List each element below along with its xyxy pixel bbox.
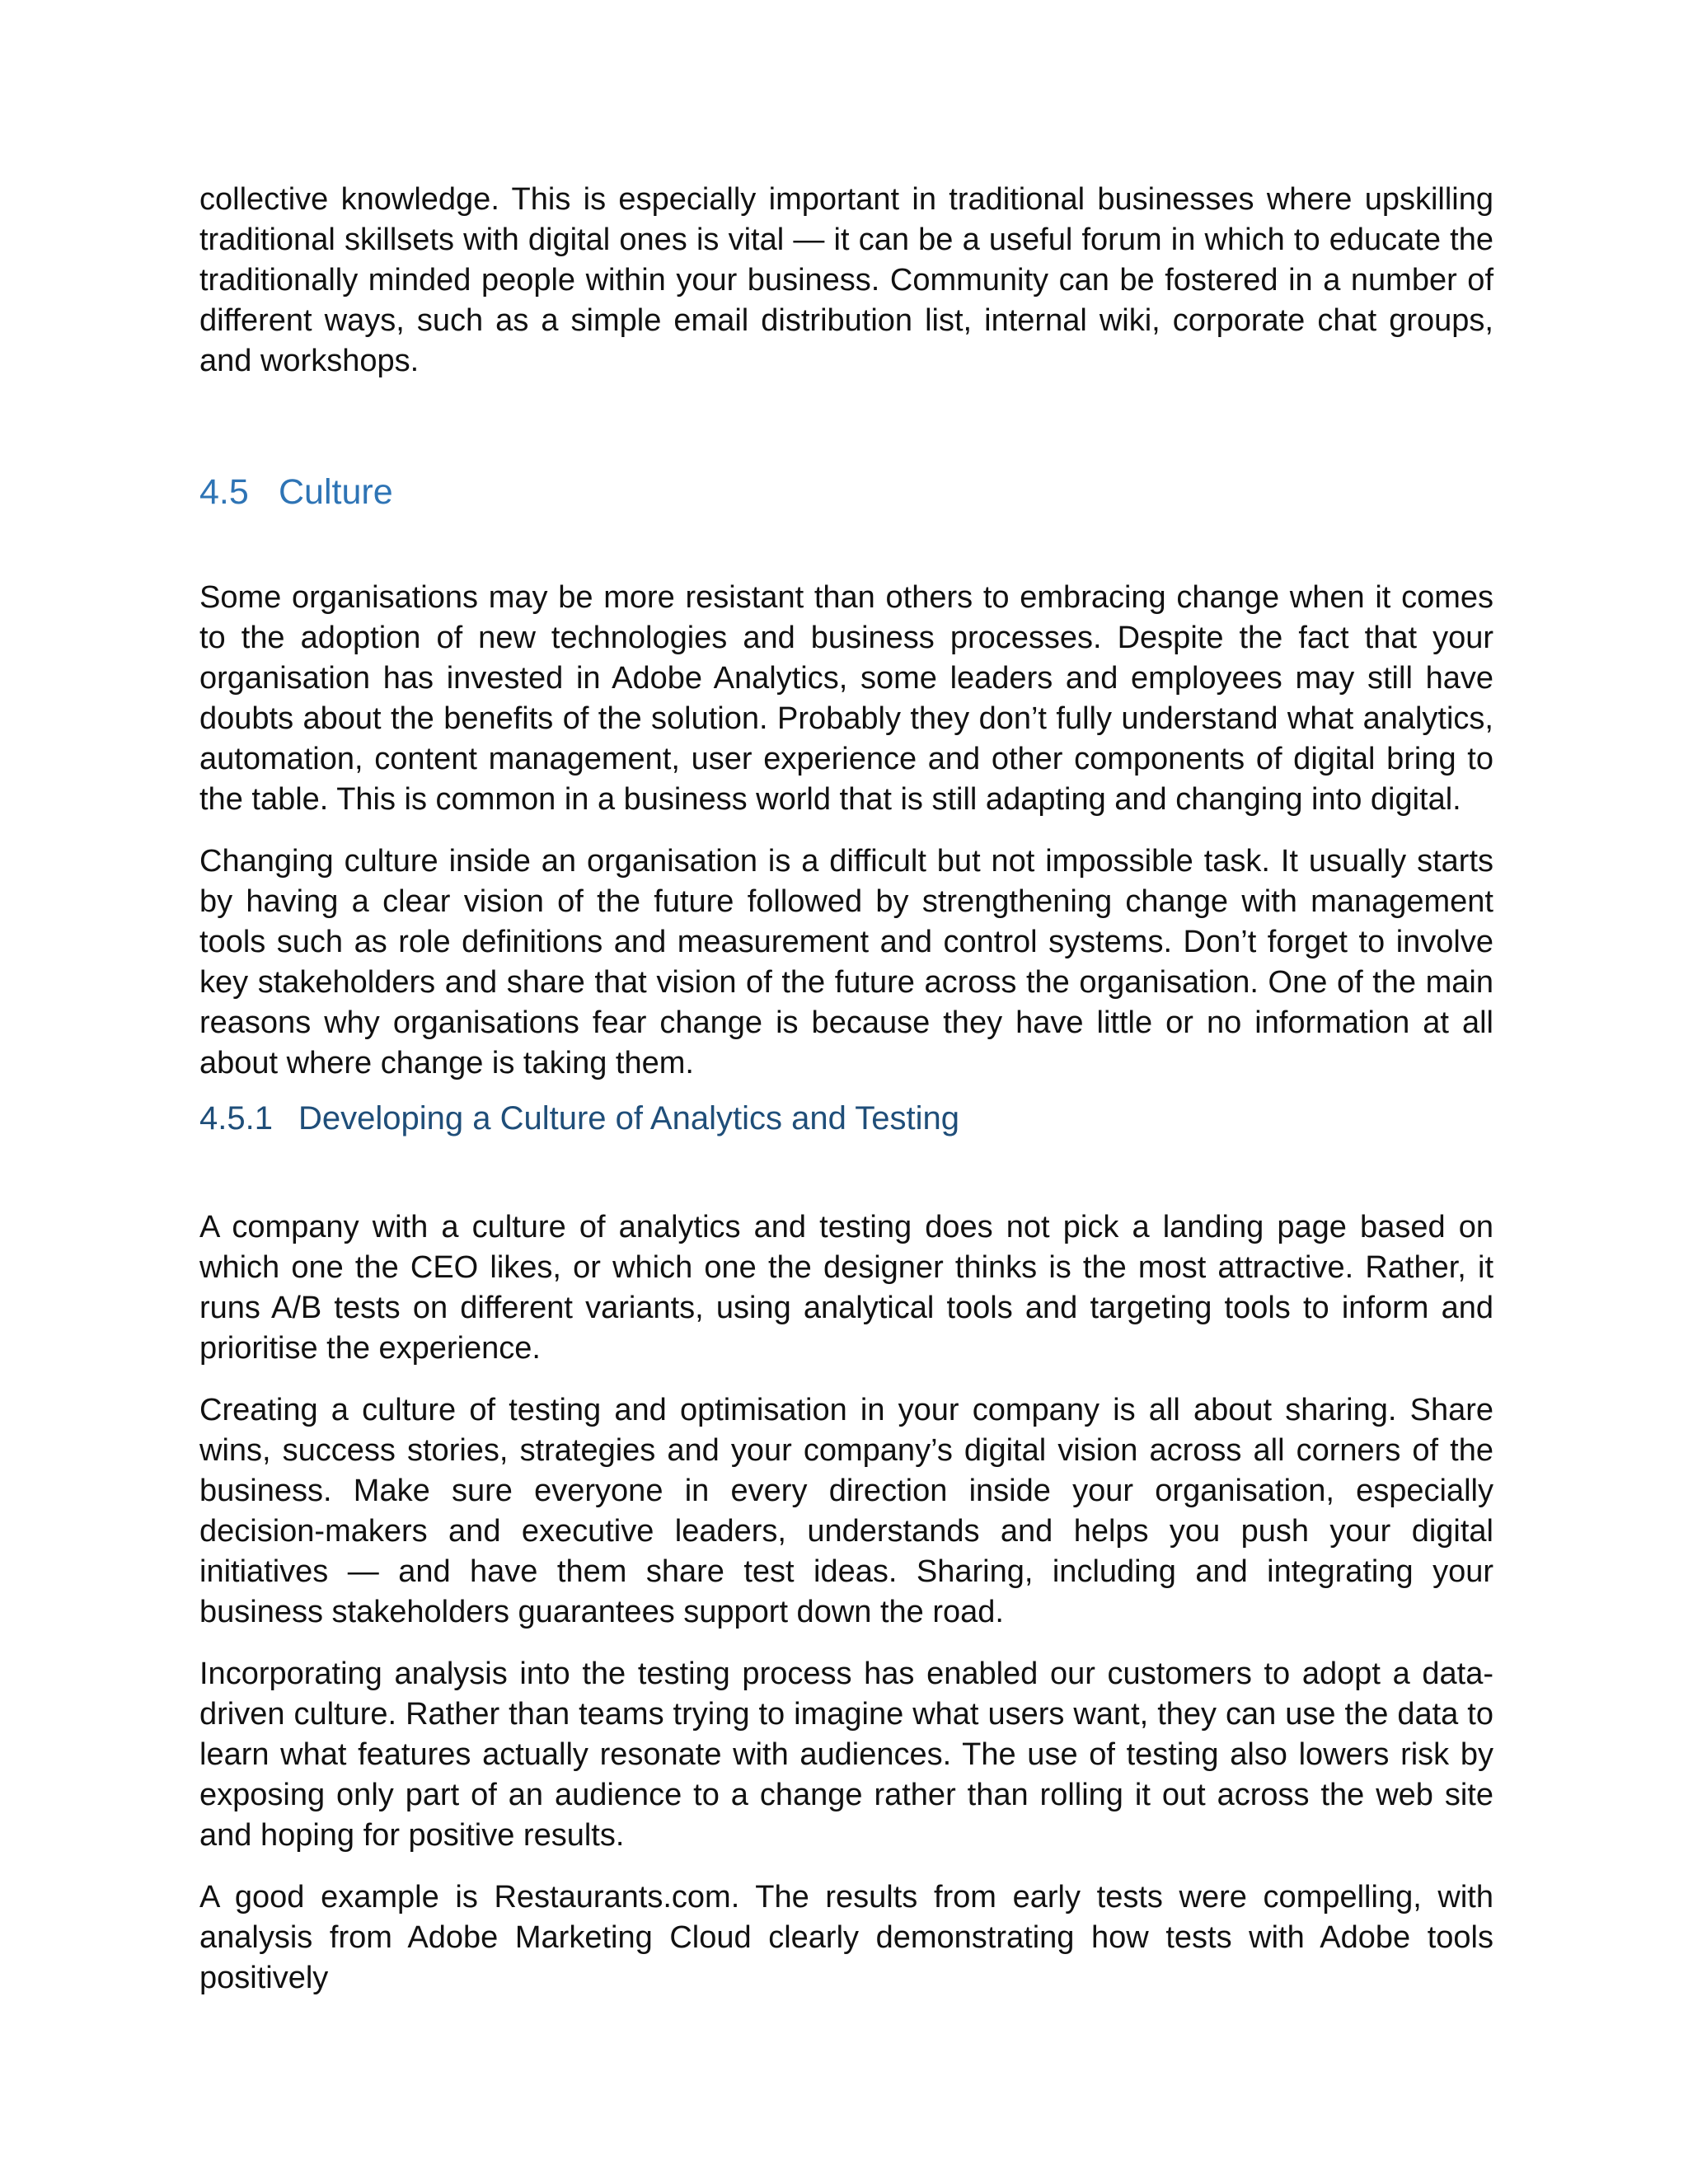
analytics-paragraph-4: A good example is Restaurants.com. The results from early tests were compelling, with analysis from Adobe Marketing Cloud clearly demonstrating how tests with Adobe tools positively — [199, 1880, 1493, 1995]
intro-paragraph: collective knowledge. This is especially important in traditional businesses where upskilling traditional skillsets with digital ones is vital — it can be a useful forum in which to educate the traditionally minded people within your business. Community can be fostered in a number of different ways, such as a simple email distribution list, internal wiki, corporate chat groups, and workshops. — [199, 182, 1493, 378]
section-heading-culture — [199, 467, 1493, 517]
culture-paragraph-2: Changing culture inside an organisation is a difficult but not impossible task. It usually starts by having a clear vision of the future followed by strengthening change with management tools such as role definitions and measurement and control systems. Don’t forget to involve key stakeholders and share that vision of the future across the organisation. One of the main reasons why organisations fear change is because they have little or no information at all about where change is taking them. — [199, 844, 1493, 1080]
analytics-paragraph-2: Creating a culture of testing and optimisation in your company is all about sharing. Share wins, success stories, strategies and your company’s digital vision across all corners of the business. Make sure everyone in every direction inside your organisation, especially decision-makers and executive leaders, understands and helps you push your digital initiatives — and have them share test ideas. Sharing, including and integrating your business stakeholders guarantees support down the road. — [199, 1393, 1493, 1629]
culture-paragraph-1: Some organisations may be more resistant than others to embracing change when it comes to the adoption of new technologies and business processes. Despite the fact that your organisation has invested in Adobe Analytics, some leaders and employees may still have doubts about the benefits of the solution. Probably they don’t fully understand what analytics, automation, content management, user experience and other components of digital bring to the table. This is common in a business world that is still adapting and changing into digital. — [199, 580, 1493, 817]
analytics-paragraph-3: Incorporating analysis into the testing process has enabled our customers to adopt a data-driven culture. Rather than teams trying to imagine what users want, they can use the data to learn what features actually resonate with audiences. The use of testing also lowers risk by exposing only part of an audience to a change rather than rolling it out across the web site and hoping for positive results. — [199, 1657, 1493, 1853]
analytics-paragraph-1: A company with a culture of analytics and testing does not pick a landing page based on which one the CEO likes, or which one the designer thinks is the most attractive. Rather, it runs A/B tests on different variants, using analytical tools and targeting tools to inform and prioritise the experience. — [199, 1210, 1493, 1366]
subsection-heading-analytics-testing — [199, 1095, 1493, 1141]
document-page — [199, 180, 1493, 1999]
subsection-number: 4.5.1 — [199, 1100, 273, 1137]
subsection-title: Developing a Culture of Analytics and Testing — [298, 1100, 959, 1137]
section-number: 4.5 — [199, 472, 249, 512]
section-title: Culture — [279, 472, 393, 512]
